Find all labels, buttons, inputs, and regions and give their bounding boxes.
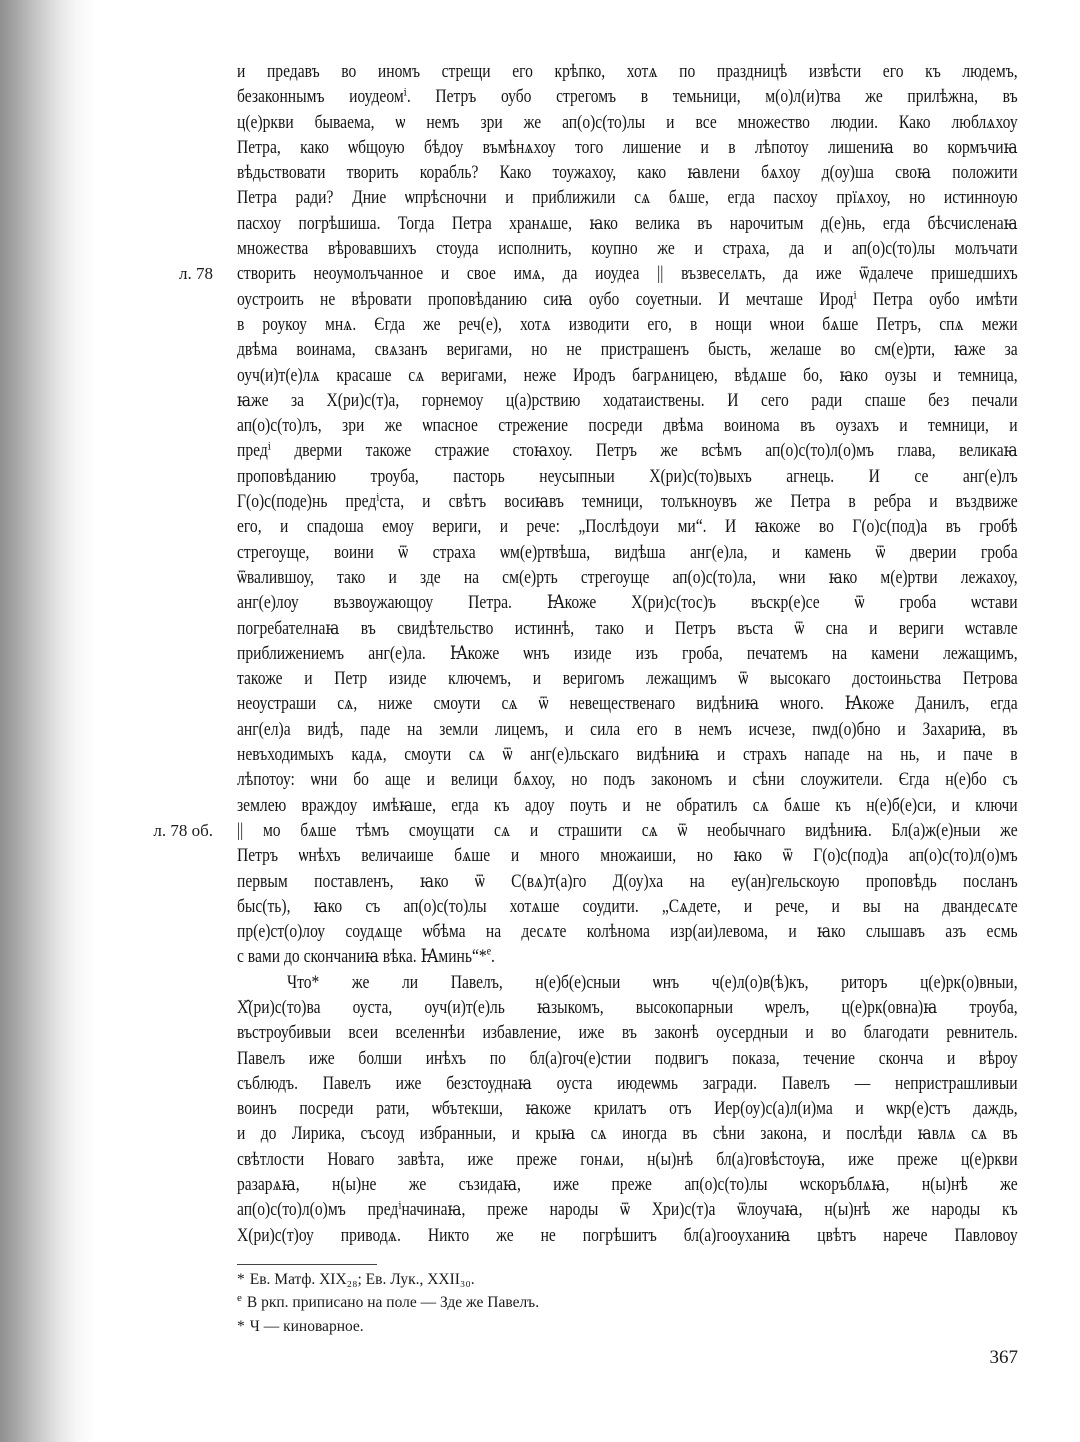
text-line: вѣдьствовати творить корабль? Како тоужахоу, како ꙗвлени бѧхоу д(оу)ша своꙗ положити — [237, 162, 1018, 184]
footnote-text: Ч — киноварное. — [249, 1318, 364, 1335]
footnote-separator — [237, 1264, 377, 1265]
text-line: пр(е)ст(о)лоу соудѧще ѡбѣма на десѧте колѣнома изр(аи)левома, и ꙗко слышавъ азъ есмь — [237, 921, 1018, 943]
text-line: в роукоу мнѧ. Єгда же реч(е), хотѧ изводити его, в нощи ѡнои бѧше Петръ, спѧ межи — [237, 313, 1018, 335]
text-line: анг(ел)а видѣ, паде на земли лицемъ, и сила его в немъ исчезе, пѡд(о)бно и Захариꙗ, въ — [237, 718, 1018, 740]
text-line: и предавъ во иномъ стрещи его крѣпко, хотѧ по праздницѣ извѣсти его къ людемъ, — [237, 61, 1018, 82]
text-line: его, и спадоша емоу вериги, и рече: „Послѣдоуи ми“. И ꙗкоже во Г(о)с(под)а въ гробѣ — [237, 516, 1018, 538]
text-line: ап(о)с(то)лъ, зри же ѡпасное стрежение посреди двѣма воинома въ оузахъ и темници, и — [237, 415, 1018, 437]
footnote-text: В ркп. приписано на поле — — [246, 1294, 440, 1311]
text-line: Петра, како ѡбщоую бѣдоу въмѣнѧхоу того лишение и в лѣпотоу лишениꙗ во кормъчиꙗ — [237, 136, 1018, 158]
text-line: предⁱ дверми такоже стражие стоꙗхоу. Петръ же всѣмъ ап(о)с(то)л(о)мъ глава, великаꙗ — [237, 440, 1018, 462]
text-line: двѣма воинама, свѧзанъ веригами, но не пристрашенъ бысть, желаше во см(е)рти, ꙗже за — [237, 339, 1018, 361]
line-text: с вами до скончаниꙗ вѣка. Ꙗминь“* — [237, 946, 487, 968]
text-line: Х̂(ри)с(то)ва оуста, оуч(и)т(е)ль ꙗзыкомъ, высокопарныи ѡрелъ, ц(е)рк(овна)ꙗ троуба, — [237, 996, 1018, 1018]
text-line: Петръ ѡнѣхъ величаише бѧше и много множаиши, но ꙗко ѿ Г(о)с(под)а ап(о)с(то)л(о)мъ — [237, 845, 1018, 867]
text-line: лѣпотоу: ѡни бо аще и велици бѧхоу, но подъ закономъ и сѣни слоужители. Єгда н(е)бо съ — [237, 769, 1018, 791]
text-line: землею враждоу имѣꙗше, егда къ адоу поуть и не обратилъ сѧ бѧше къ н(е)б(е)си, и ключи — [237, 794, 1018, 816]
page-number: 367 — [989, 1347, 1018, 1368]
text-line-paragraph-end — [237, 944, 1018, 969]
text-line: и до Лирика, съсоуд избранныи, и крыꙗ сѧ иногда въ сѣни закона, и послѣди ꙗвлѧ сѧ въ — [237, 1123, 1018, 1145]
line-tail: . — [491, 946, 495, 968]
footnote-3 — [237, 1316, 364, 1338]
text-line: свѣтлости Новаго завѣта, иже преже гонѧи, н(ы)нѣ бл(а)говѣстоуꙗ, иже преже ц(е)ркви — [237, 1148, 1018, 1170]
text-line: стрегоуще, воини ѿ страха ѡм(е)ртвѣша, видѣша анг(е)ла, и камень ѿ дверии гроба — [237, 541, 1018, 563]
footnote-marker: * — [237, 1318, 245, 1335]
text-line: Павелъ иже болши инѣхъ по бл(а)гоч(е)стии подвигъ показа, течение сконча и вѣроу — [237, 1047, 1018, 1069]
text-line: ѿвалившоу, тако и зде на см(е)рть стрегоуще ап(о)с(то)ла, ѡни ꙗко м(е)ртви лежахоу, — [237, 566, 1018, 588]
text-line: проповѣданию троуба, пасторь неусыпныи Х(ри)с(то)выхъ агнець. И се анг(е)лъ — [237, 465, 1018, 487]
paragraph-1 — [237, 59, 1018, 970]
text-line: воинъ посреди рати, ѡбътекши, ꙗкоже крилатъ отъ Иер(оу)с(а)л(и)ма и ѡкр(е)стъ даждь, — [237, 1098, 1018, 1120]
text-line: Х(ри)с(т)оу приводѧ. Никто же не погрѣшитъ бл(а)гооуханиꙗ цвѣтъ нарече Павловоу — [237, 1224, 1018, 1246]
text-line: Петра ради? Дние ѡпрѣсночни и приближили сѧ бѧше, егда пасхоу прїѧхоу, но истинноую — [237, 187, 1018, 209]
text-line: неоустраши сѧ, ниже смоути сѧ ѿ невещественаго видѣниꙗ ѡного. Ꙗкоже Данилъ, егда — [237, 693, 1018, 715]
footnote-quote: Зде же Павелъ. — [439, 1294, 540, 1311]
text-line: погребателнаꙗ въ свидѣтельство истиннѣ, тако и Петръ въста ѿ сна и вериги ѡставле — [237, 617, 1018, 639]
text-line: первым поставленъ, ꙗко ѿ С(вѧ)т(а)го Д(оу)ха на еу(ан)гельскоую проповѣдь посланъ — [237, 870, 1018, 892]
footnote-marker: е — [486, 944, 492, 959]
text-line: створить неоумолъчанное и свое имѧ, да иоудеа || възвеселѧть, да иже ѿдалече пришедшихъ — [237, 263, 1018, 285]
text-line: анг(е)лоу възвоужающоу Петра. Ꙗкоже Х(ри)с(тос)ъ въскр(е)се ѿ гроба ѡстави — [237, 592, 1018, 614]
footnote-2 — [237, 1292, 539, 1314]
text-line: пасхоу погрѣшиша. Тогда Петра хранѧше, ꙗко велика въ нарочитым д(е)нь, егда бѣсчисленаꙗ — [237, 212, 1018, 234]
text-line: ц(е)ркви бываема, ѡ немъ зри же ап(о)с(то)лы и все множество людии. Како люблѧхоу — [237, 111, 1018, 133]
text-line: множества вѣровавшихъ стоуда исполнить, коупно же и страха, да и ап(о)с(то)лы молъчати — [237, 238, 1018, 260]
text-line: Г(о)с(поде)нь предⁱста, и свѣтъ восиꙗвъ темници, толъкноувъ же Петра в ребра и въздвиже — [237, 491, 1018, 513]
paragraph-2 — [237, 970, 1018, 1248]
text-line-indented: Что* же ли Павелъ, н(е)б(е)сныи ѡнъ ч(е)л(о)в(ѣ)къ, риторъ ц(е)рк(о)вныи, — [287, 971, 1018, 993]
text-line: ꙗже за Х(ри)с(т)а, горнемоу ц(а)рствию ходатаиствены. И сего ради спаше без печали — [237, 389, 1018, 411]
text-line: безаконнымъ иоудеомⁱ. Петръ оубо стрегомъ в темьници, м(о)л(и)тва же прилѣжна, въ — [237, 86, 1018, 108]
margin-note-folio-78-verso: л. 78 об. — [153, 821, 213, 840]
text-line: оустроить не вѣровати проповѣданию сиꙗ оубо соуетныи. И мечташе Иродⁱ Петра оубо имѣти — [237, 288, 1018, 310]
footnote-text: Ев. Матф. XIX₂₈; Ев. Лук., XXII₃₀. — [249, 1271, 475, 1288]
text-line: оуч(и)т(е)лѧ красаше сѧ веригами, неже Иродъ багрѧницею, вѣдѧше бо, ꙗко оузы и темница, — [237, 364, 1018, 386]
text-line: съблюдъ. Павелъ иже безстоуднаꙗ оуста июдеѡмь загради. Павелъ — непристрашливыи — [237, 1072, 1018, 1094]
footnote-1 — [237, 1269, 475, 1291]
main-text-block — [237, 59, 1018, 1248]
text-line: приближениемъ анг(е)ла. Ꙗкоже ѡнъ изиде изъ гроба, печатемъ на камени лежащимъ, — [237, 642, 1018, 664]
text-line: въстроубивыи всеи вселеннѣи избавление, иже въ законѣ оусердныи и во благодати ревнитель. — [237, 1022, 1018, 1044]
footnote-marker: * — [237, 1271, 245, 1288]
margin-note-folio-78: л. 78 — [179, 264, 213, 283]
text-line: ап(о)с(то)л(о)мъ предⁱначинаꙗ, преже народы ѿ Хри)с(т)а ѿлоучаꙗ, н(ы)нѣ же народы къ — [237, 1199, 1018, 1221]
text-line: || мо бѧше тѣмъ смоущати сѧ и страшити сѧ ѿ необычнаго видѣниꙗ. Бл(а)ж(е)ныи же — [237, 819, 1018, 841]
text-line: разарѧꙗ, н(ы)не же съзидаꙗ, иже преже ап(о)с(то)лы ѡскоръблѧꙗ, н(ы)нѣ же — [237, 1174, 1018, 1196]
footnote-marker: е — [237, 1291, 242, 1304]
text-line: быс(ть), ꙗко съ ап(о)с(то)лы хотѧше соудити. „Сѧдете, и рече, и вы на двандесѧте — [237, 895, 1018, 917]
text-line: невъходимыхъ кадѧ, смоути сѧ ѿ анг(е)льскаго видѣниꙗ и страхъ нападе на нь, и паче в — [237, 744, 1018, 766]
text-line: такоже и Петр изиде ключемъ, и веригомъ лежащимъ ѿ высокаго достоиньства Петрова — [237, 668, 1018, 690]
